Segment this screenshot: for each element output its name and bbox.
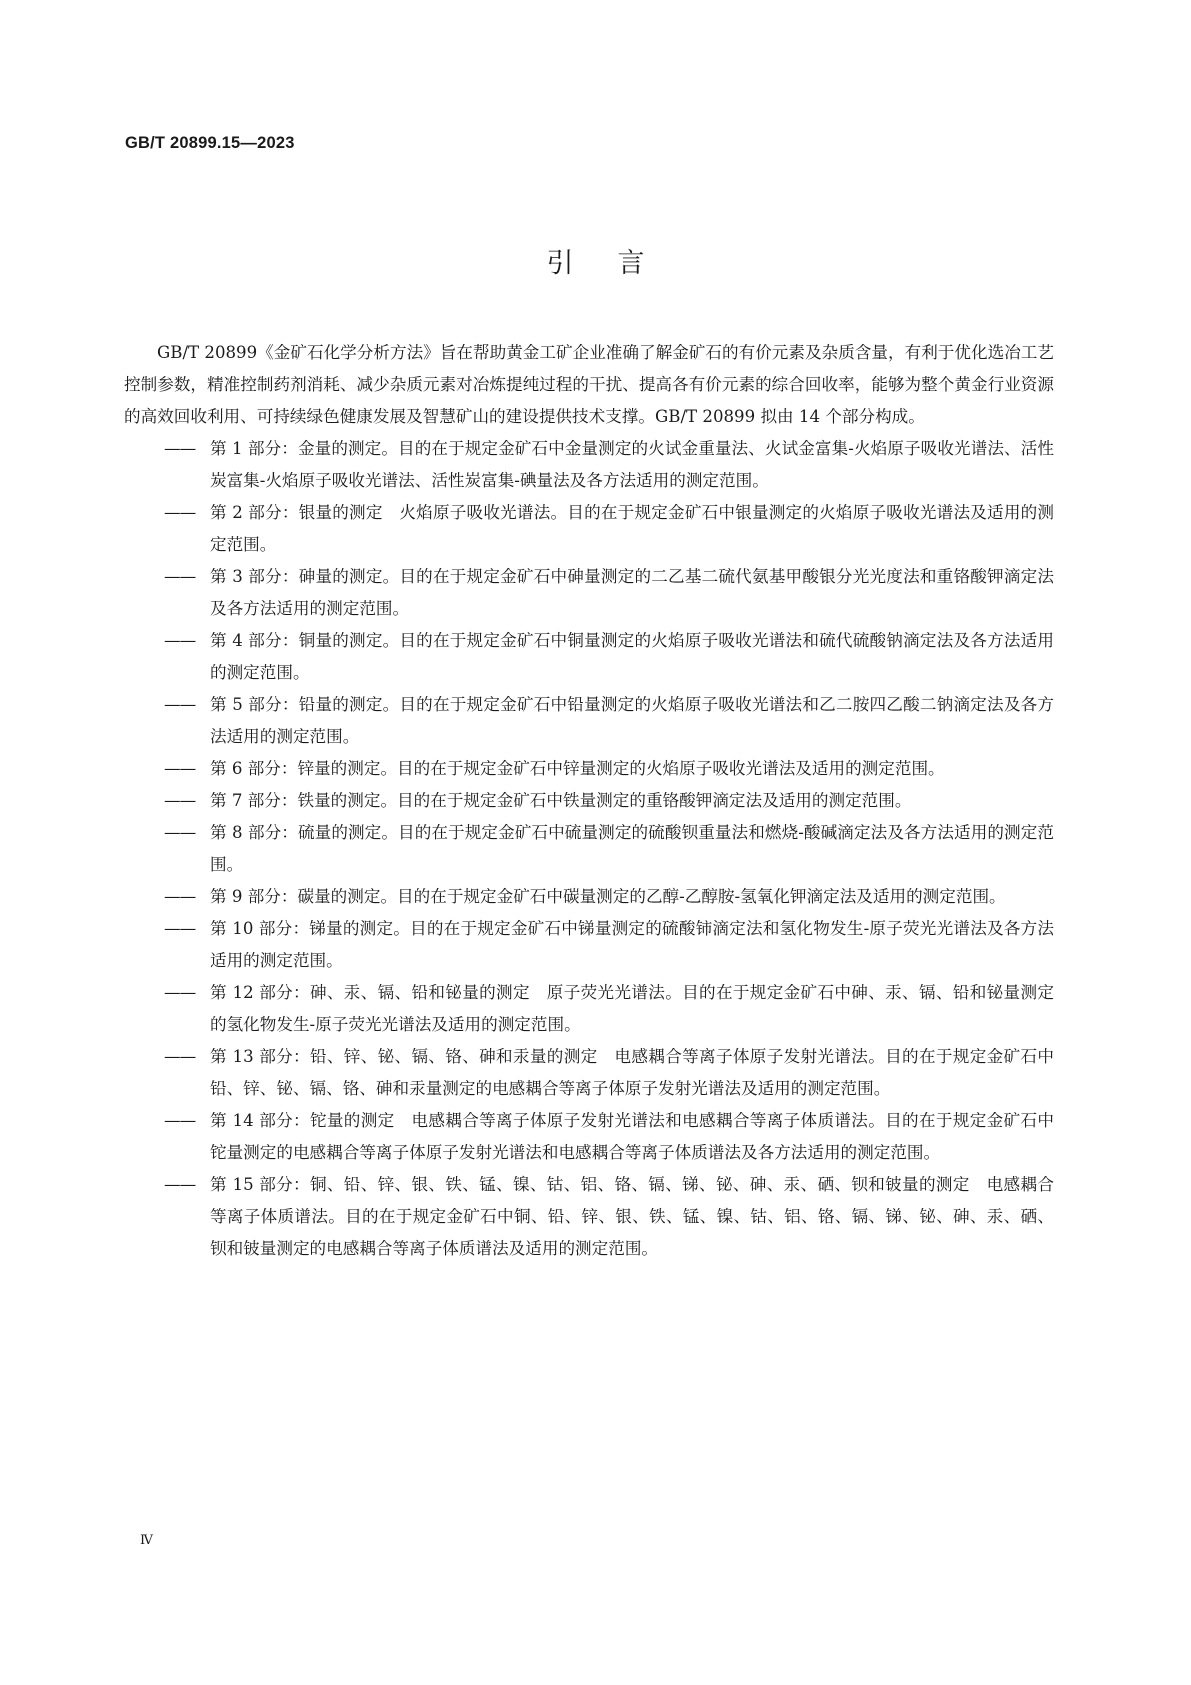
list-item-text: 第 2 部分：银量的测定 火焰原子吸收光谱法。目的在于规定金矿石中银量测定的火焰原子吸收光谱法及适用的测定范围。: [210, 503, 1054, 554]
list-item: [124, 753, 1054, 785]
list-item-text: 第 6 部分：锌量的测定。目的在于规定金矿石中锌量测定的火焰原子吸收光谱法及适用的测定范围。: [210, 759, 945, 778]
list-item: [124, 881, 1054, 913]
list-item: [124, 497, 1054, 561]
list-item-text: 第 13 部分：铅、锌、铋、镉、铬、砷和汞量的测定 电感耦合等离子体原子发射光谱法。目的在于规定金矿石中铅、锌、铋、镉、铬、砷和汞量测定的电感耦合等离子体原子发射光谱法及适用的测定范围。: [210, 1047, 1054, 1098]
list-dash: ——: [164, 695, 196, 714]
list-item: [124, 913, 1054, 977]
list-dash: ——: [164, 503, 196, 522]
parts-list: [124, 433, 1054, 1265]
list-dash: ——: [164, 1111, 196, 1130]
list-item: [124, 561, 1054, 625]
list-item-text: 第 8 部分：硫量的测定。目的在于规定金矿石中硫量测定的硫酸钡重量法和燃烧-酸碱滴定法及各方法适用的测定范围。: [210, 823, 1054, 874]
list-item: [124, 1105, 1054, 1169]
page-number: Ⅳ: [140, 1533, 153, 1548]
list-dash: ——: [164, 1175, 196, 1194]
list-item-text: 第 15 部分：铜、铅、锌、银、铁、锰、镍、钴、铝、铬、镉、锑、铋、砷、汞、硒、钡和铍量的测定 电感耦合等离子体质谱法。目的在于规定金矿石中铜、铅、锌、银、铁、锰、镍、钴、铝、铬、镉、锑、铋、砷、汞、硒、钡和铍量测定的电感耦合等离子体质谱法及适用的测定范围。: [210, 1175, 1054, 1258]
list-dash: ——: [164, 567, 196, 586]
standard-number: GB/T 20899.15—2023: [125, 134, 295, 152]
list-item-text: 第 9 部分：碳量的测定。目的在于规定金矿石中碳量测定的乙醇-乙醇胺-氢氧化钾滴定法及适用的测定范围。: [210, 887, 1006, 906]
list-item: [124, 433, 1054, 497]
list-item: [124, 817, 1054, 881]
page-title: 引言: [546, 248, 689, 279]
body-content: [124, 337, 1054, 1265]
list-item-text: 第 5 部分：铅量的测定。目的在于规定金矿石中铅量测定的火焰原子吸收光谱法和乙二胺四乙酸二钠滴定法及各方法适用的测定范围。: [210, 695, 1054, 746]
list-dash: ——: [164, 791, 196, 810]
list-item: [124, 625, 1054, 689]
list-dash: ——: [164, 887, 196, 906]
list-item-text: 第 12 部分：砷、汞、镉、铅和铋量的测定 原子荧光光谱法。目的在于规定金矿石中砷、汞、镉、铅和铋量测定的氢化物发生-原子荧光光谱法及适用的测定范围。: [210, 983, 1054, 1034]
list-dash: ——: [164, 439, 196, 458]
list-item-text: 第 4 部分：铜量的测定。目的在于规定金矿石中铜量测定的火焰原子吸收光谱法和硫代硫酸钠滴定法及各方法适用的测定范围。: [210, 631, 1054, 682]
list-item-text: 第 14 部分：铊量的测定 电感耦合等离子体原子发射光谱法和电感耦合等离子体质谱法。目的在于规定金矿石中铊量测定的电感耦合等离子体原子发射光谱法和电感耦合等离子体质谱法及各方法适用的测定范围。: [210, 1111, 1054, 1162]
list-item: [124, 1041, 1054, 1105]
list-dash: ——: [164, 759, 196, 778]
list-item-text: 第 7 部分：铁量的测定。目的在于规定金矿石中铁量测定的重铬酸钾滴定法及适用的测定范围。: [210, 791, 912, 810]
list-item-text: 第 10 部分：锑量的测定。目的在于规定金矿石中锑量测定的硫酸铈滴定法和氢化物发生-原子荧光光谱法及各方法适用的测定范围。: [210, 919, 1054, 970]
list-dash: ——: [164, 823, 196, 842]
list-dash: ——: [164, 919, 196, 938]
list-item: [124, 977, 1054, 1041]
list-dash: ——: [164, 1047, 196, 1066]
list-item: [124, 1169, 1054, 1265]
intro-paragraph: GB/T 20899《金矿石化学分析方法》旨在帮助黄金工矿企业准确了解金矿石的有价元素及杂质含量，有利于优化选冶工艺控制参数，精准控制药剂消耗、减少杂质元素对冶炼提纯过程的干扰、提高各有价元素的综合回收率，能够为整个黄金行业资源的高效回收利用、可持续绿色健康发展及智慧矿山的建设提供技术支撑。GB/T 20899 拟由 14 个部分构成。: [124, 343, 1054, 426]
list-item-text: 第 3 部分：砷量的测定。目的在于规定金矿石中砷量测定的二乙基二硫代氨基甲酸银分光光度法和重铬酸钾滴定法及各方法适用的测定范围。: [210, 567, 1054, 618]
list-item: [124, 689, 1054, 753]
list-item-text: 第 1 部分：金量的测定。目的在于规定金矿石中金量测定的火试金重量法、火试金富集-火焰原子吸收光谱法、活性炭富集-火焰原子吸收光谱法、活性炭富集-碘量法及各方法适用的测定范围。: [210, 439, 1054, 490]
list-dash: ——: [164, 983, 196, 1002]
list-item: [124, 785, 1054, 817]
list-dash: ——: [164, 631, 196, 650]
